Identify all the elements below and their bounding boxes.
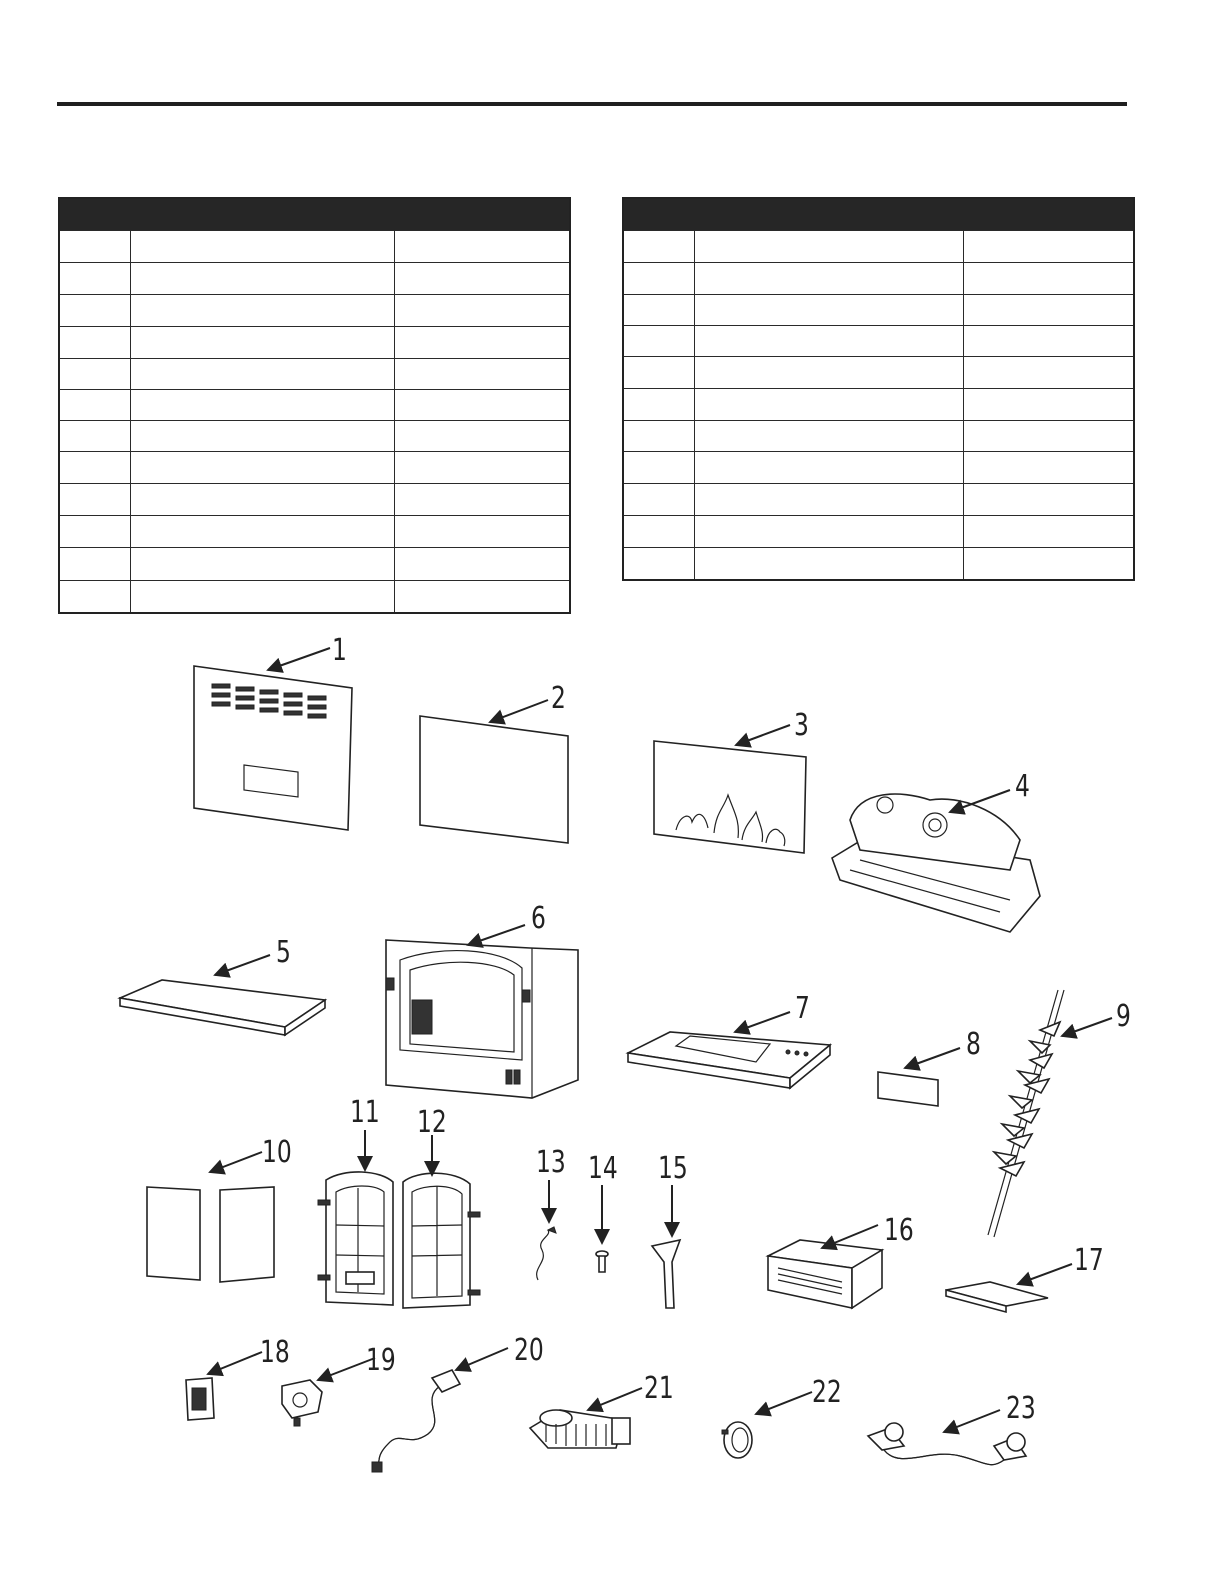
table-row [60, 326, 569, 358]
table-row [60, 230, 569, 262]
table-row [60, 262, 569, 294]
callout-label: 19 [365, 1343, 396, 1378]
mounting-bracket-icon [946, 1282, 1048, 1312]
table-header [624, 199, 1133, 230]
callout-label: 15 [657, 1151, 688, 1186]
bottom-base-icon [628, 1032, 830, 1088]
table-row [624, 451, 1133, 483]
callout-label: 6 [531, 901, 546, 936]
parts-table-left [58, 197, 571, 614]
callout-label: 3 [793, 708, 809, 743]
back-panel-icon [194, 666, 352, 830]
callout-label: 5 [276, 935, 291, 970]
table-row [624, 483, 1133, 515]
table-row [60, 515, 569, 547]
table-row [60, 580, 569, 612]
right-door-icon [403, 1173, 480, 1308]
table-row [60, 483, 569, 515]
callout-label: 21 [643, 1371, 674, 1406]
table-row [60, 358, 569, 390]
callout-label: 4 [1015, 769, 1030, 804]
heater-box-icon [768, 1240, 882, 1308]
table-row [624, 356, 1133, 388]
table-row [60, 451, 569, 483]
callout-label: 23 [1005, 1391, 1036, 1426]
blower-icon [530, 1410, 630, 1448]
callout-label: 10 [262, 1135, 292, 1170]
power-cord-icon [372, 1370, 460, 1472]
callout-label: 7 [794, 991, 810, 1026]
column-divider [394, 230, 395, 612]
column-divider [694, 230, 695, 579]
callout-label: 14 [588, 1151, 618, 1186]
parts-table-right [622, 197, 1135, 581]
body-frame-icon [386, 940, 578, 1098]
thermostat-icon [282, 1380, 322, 1426]
control-plate-icon [878, 1072, 938, 1106]
callout-label: 9 [1115, 999, 1131, 1034]
table-row [60, 547, 569, 579]
column-divider [130, 230, 131, 612]
lamp-harness-icon [868, 1423, 1026, 1465]
table-row [624, 388, 1133, 420]
spring-icon [537, 1227, 556, 1280]
rocker-switch-icon [186, 1378, 214, 1420]
header-rule [57, 102, 1127, 106]
table-header [60, 199, 569, 230]
flame-screen-icon [654, 741, 806, 853]
table-row [624, 515, 1133, 547]
flicker-rod-icon [988, 990, 1064, 1237]
callout-label: 11 [349, 1095, 380, 1130]
callout-label: 1 [332, 633, 347, 668]
column-divider [963, 230, 964, 579]
callout-label: 12 [417, 1105, 447, 1140]
callout-label: 8 [966, 1027, 981, 1062]
callout-label: 2 [551, 681, 566, 716]
rear-panel-icon [420, 716, 568, 843]
table-row [624, 262, 1133, 294]
table-row [624, 294, 1133, 326]
table-row [60, 294, 569, 326]
table-row [624, 325, 1133, 357]
table-row [624, 420, 1133, 452]
table-row [624, 230, 1133, 262]
top-cover-icon [120, 980, 325, 1035]
hinge-bracket-icon [652, 1240, 680, 1308]
callout-label: 16 [883, 1213, 914, 1248]
exploded-parts-diagram [0, 620, 1225, 1585]
left-door-icon [318, 1172, 393, 1305]
glass-panels-icon [147, 1187, 274, 1282]
table-row [624, 547, 1133, 579]
log-set-icon [832, 794, 1040, 932]
callout-label: 20 [514, 1333, 544, 1368]
table-row [60, 389, 569, 421]
motor-icon [722, 1422, 752, 1458]
callout-label: 18 [259, 1335, 290, 1370]
pin-icon [596, 1251, 608, 1272]
callout-label: 22 [811, 1375, 842, 1410]
callout-label: 17 [1074, 1243, 1104, 1278]
callout-label: 13 [536, 1145, 566, 1180]
table-row [60, 420, 569, 452]
